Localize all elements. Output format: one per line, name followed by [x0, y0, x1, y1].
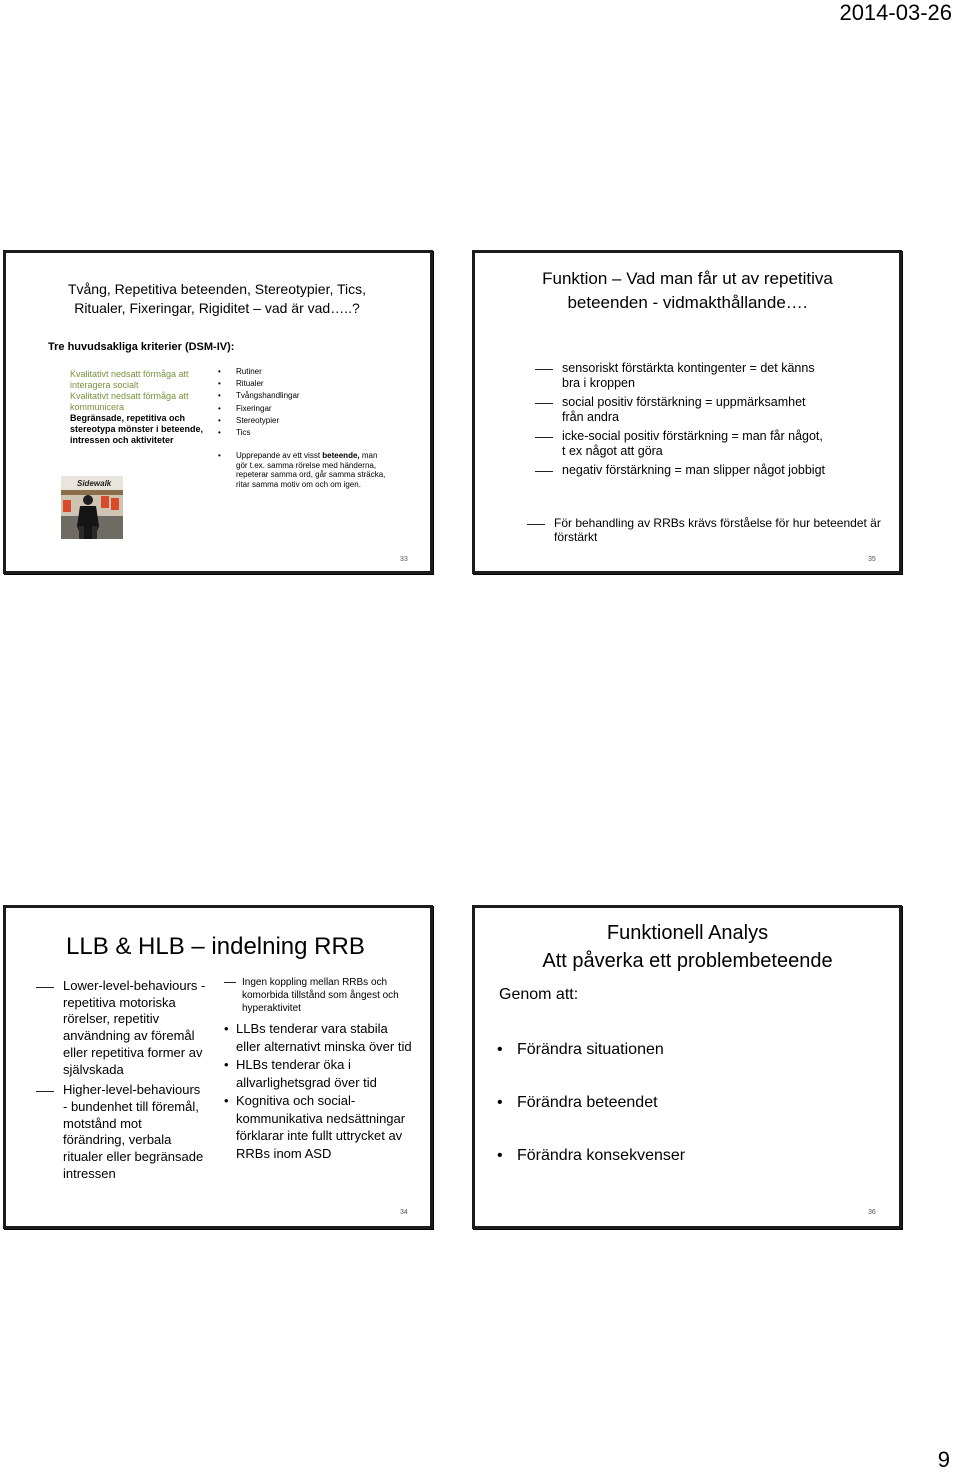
- list-item: Lower-level-behaviours - repetitiva motoriska rörelser, repetitiv användning av föremål eller repetitiva former av självskada: [36, 978, 206, 1078]
- criterion-social: Kvalitativt nedsatt förmåga att interagera socialt: [70, 369, 189, 390]
- photo-sign: Sidewalk: [77, 479, 112, 488]
- comorbidity-note: [224, 976, 414, 1015]
- list-item: • Kognitiva och social-kommunikativa nedsättningar förklarar inte fullt uttrycket av RRBs inom ASD: [224, 1092, 414, 1162]
- slide-33: [3, 250, 433, 574]
- list-item: • LLBs tenderar vara stabila eller alternativt minska över tid: [224, 1020, 414, 1055]
- repeat-bold: beteende,: [322, 451, 360, 460]
- list-item: • Ritualer: [218, 378, 300, 390]
- slide-number: 34: [400, 1209, 408, 1216]
- behaviour-list: [218, 366, 300, 439]
- list-item: negativ förstärkning = man slipper något jobbigt: [535, 463, 825, 478]
- bullet-icon: •: [218, 451, 221, 460]
- slide-34: [3, 905, 433, 1229]
- list-item: • Rutiner: [218, 366, 300, 378]
- list-item: • Förändra konsekvenser: [497, 1147, 685, 1165]
- behaviour-levels-list: [36, 978, 206, 1186]
- slide-title: Tvång, Repetitiva beteenden, Stereotypier, Tics, Ritualer, Fixeringar, Rigiditet – vad är vad…..?: [67, 281, 367, 316]
- slide-36: [472, 905, 902, 1229]
- title-line-2: Att påverka ett problembeteende: [542, 950, 833, 972]
- intro-text: Genom att:: [499, 986, 579, 1003]
- repeat-rest: man gör t.ex. samma rörelse med händerna, repeterar samma ord, går samma sträcka, ritar samma motiv om och om igen.: [236, 451, 386, 489]
- findings-list: [224, 1020, 414, 1163]
- list-item: • Förändra situationen: [497, 1041, 685, 1059]
- list-item: • HLBs tenderar öka i allvarlighetsgrad över tid: [224, 1056, 414, 1091]
- list-item: • Stereotypier: [218, 415, 300, 427]
- reinforcement-list: [535, 361, 825, 482]
- document-date: 2014-03-26: [839, 0, 952, 25]
- comorbidity-text: Ingen koppling mellan RRBs och komorbida tillstånd som ångest och hyperaktivitet: [242, 977, 399, 1014]
- slide-number: 33: [400, 556, 408, 563]
- list-item: social positiv förstärkning = uppmärksamhet från andra: [535, 395, 825, 425]
- action-list: [497, 1041, 685, 1200]
- criterion-repetitive: Begränsade, repetitiva och stereotypa mönster i beteende, intressen och aktiviteter: [70, 413, 204, 445]
- list-item: sensoriskt förstärkta kontingenter = det känns bra i kroppen: [535, 361, 825, 391]
- list-item: • Förändra beteendet: [497, 1094, 685, 1112]
- slide-title: [485, 919, 890, 975]
- list-item: • Tics: [218, 427, 300, 439]
- page-number: 9: [937, 1447, 950, 1472]
- list-item: • Fixeringar: [218, 403, 300, 415]
- list-item: Higher-level-behaviours - bundenhet till föremål, motstånd mot förändring, verbala ritualer eller begränsade intressen: [36, 1082, 206, 1182]
- title-line-1: Funktionell Analys: [606, 922, 769, 944]
- criterion-communication: Kvalitativt nedsatt förmåga att kommunicera: [70, 391, 189, 412]
- slide-title: LLB & HLB – indelning RRB: [66, 933, 365, 960]
- slide-35: [472, 250, 902, 574]
- slide-title: Funktion – Vad man får ut av repetitiva beteenden - vidmakthållande….: [542, 269, 833, 312]
- list-item: • Tvångshandlingar: [218, 390, 300, 402]
- person-photo: [61, 476, 123, 539]
- slide-number: 36: [868, 1209, 876, 1216]
- repeat-description: [218, 451, 388, 489]
- list-item: icke-social positiv förstärkning = man får något, t ex något att göra: [535, 429, 825, 459]
- criteria-heading: Tre huvudsakliga kriterier (DSM-IV):: [48, 341, 235, 353]
- criteria-list: [70, 369, 220, 446]
- repeat-prefix: Upprepande av ett visst: [236, 451, 321, 460]
- treatment-note: För behandling av RRBs krävs förståelse för hur beteendet är förstärkt: [527, 516, 884, 544]
- slide-number: 35: [868, 556, 876, 563]
